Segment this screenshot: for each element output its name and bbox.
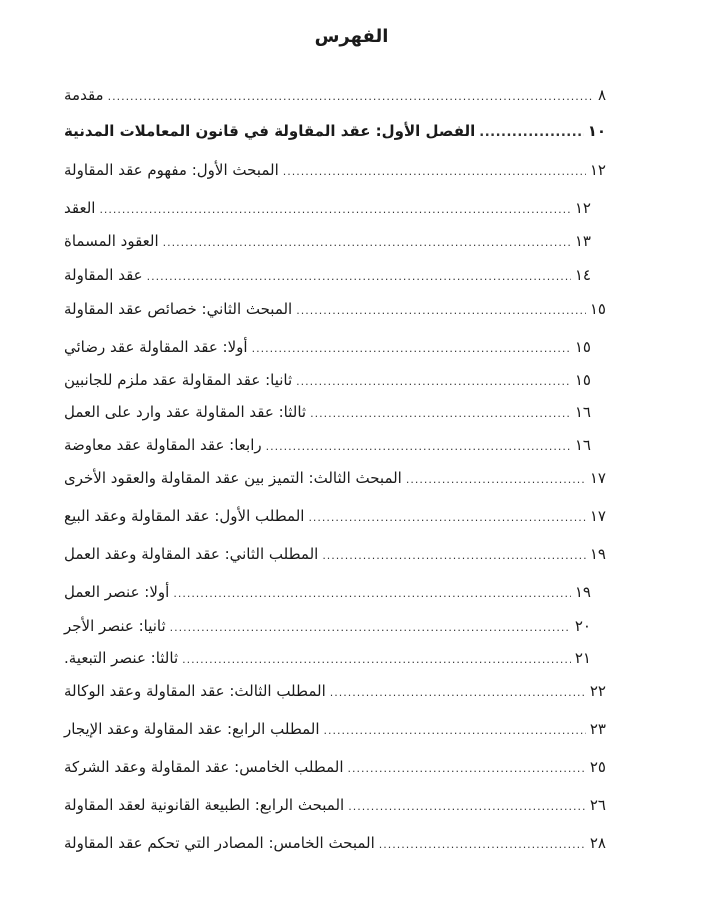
dot-leader	[99, 203, 570, 216]
toc-entry[interactable]	[64, 436, 591, 462]
toc-entry-label: الفصل الأول: عقد المقاولة في قانون المعاملات المدنية	[64, 122, 476, 140]
toc-entry-page: ١٩	[574, 583, 591, 601]
toc-entry-label: مقدمة	[64, 86, 104, 104]
toc-entry-page: ١٦	[574, 403, 591, 421]
dot-leader	[296, 375, 571, 388]
dot-leader	[170, 621, 571, 634]
toc-entry-page: ٢٦	[589, 796, 606, 814]
toc-entry[interactable]	[64, 682, 606, 708]
toc-entry-page: ١٥	[589, 300, 606, 318]
toc-entry[interactable]	[64, 338, 591, 364]
toc-entry-page: ١٤	[574, 266, 591, 284]
toc-entry-page: ٨	[597, 86, 606, 104]
toc-entry-label: عقد المقاولة	[64, 266, 143, 284]
dot-leader	[330, 686, 586, 699]
dot-leader	[108, 90, 594, 103]
dot-leader	[182, 653, 571, 666]
toc-entry-page: ٢٨	[589, 834, 606, 852]
dot-leader	[147, 270, 571, 283]
toc-entry[interactable]	[64, 371, 591, 397]
toc-entry-label: رابعا: عقد المقاولة عقد معاوضة	[64, 436, 262, 454]
toc-entry[interactable]	[64, 649, 591, 675]
toc-entry-page: ١٥	[574, 338, 591, 356]
toc-entry-page: ١٧	[589, 469, 606, 487]
toc-entry-label: ثانيا: عنصر الأجر	[64, 617, 166, 635]
dot-leader	[348, 762, 586, 775]
dot-leader	[266, 440, 571, 453]
dot-leader	[283, 165, 586, 178]
toc-entry-label: أولا: عقد المقاولة عقد رضائي	[64, 338, 248, 356]
toc-entry-label: المبحث الثاني: خصائص عقد المقاولة	[64, 300, 293, 318]
toc-entry-page: ١٧	[589, 507, 606, 525]
dot-leader	[324, 724, 586, 737]
toc-entry-page: ١٣	[574, 232, 591, 250]
dot-leader	[379, 838, 586, 851]
toc-entry-page: ١٦	[574, 436, 591, 454]
toc-entry-page: ٢١	[574, 649, 591, 667]
toc-entry[interactable]	[64, 796, 606, 822]
dot-leader	[406, 473, 586, 486]
toc-entry-page: ١٢	[589, 161, 606, 179]
dot-leader	[173, 587, 571, 600]
toc-entry-label: المبحث الرابع: الطبيعة القانونية لعقد المقاولة	[64, 796, 345, 814]
toc-entry-page: ١٢	[574, 199, 591, 217]
toc-entry-label: المطلب الأول: عقد المقاولة وعقد البيع	[64, 507, 305, 525]
toc-entry[interactable]	[64, 161, 606, 187]
toc-entry-label: ثالثا: عقد المقاولة عقد وارد على العمل	[64, 403, 307, 421]
toc-entry-label: المطلب الثاني: عقد المقاولة وعقد العمل	[64, 545, 319, 563]
toc-entry-page: ١٠	[587, 122, 606, 140]
dot-leader	[252, 342, 571, 355]
toc-entry-label: المطلب الرابع: عقد المقاولة وعقد الإيجار	[64, 720, 320, 738]
toc-entry-page: ١٩	[589, 545, 606, 563]
toc-entry[interactable]	[64, 617, 591, 643]
toc-entry-page: ٢٣	[589, 720, 606, 738]
toc-entry[interactable]	[64, 834, 606, 860]
toc-entry[interactable]	[64, 583, 591, 609]
dot-leader	[322, 549, 586, 562]
toc-entry-page: ٢٠	[574, 617, 591, 635]
toc-entry-label: ثالثا: عنصر التبعية.	[64, 649, 179, 667]
toc-entry-label: أولا: عنصر العمل	[64, 583, 170, 601]
toc-entry[interactable]	[64, 720, 606, 746]
dot-leader	[479, 125, 583, 140]
toc-entry-label: ثانيا: عقد المقاولة عقد ملزم للجانبين	[64, 371, 293, 389]
toc-entry[interactable]	[64, 266, 591, 292]
toc-entry[interactable]	[64, 232, 591, 258]
toc-entry[interactable]	[64, 507, 606, 533]
toc-entry[interactable]	[64, 545, 606, 571]
toc-entry-label: المبحث الثالث: التميز بين عقد المقاولة والعقود الأخرى	[64, 469, 402, 487]
dot-leader	[308, 511, 585, 524]
toc-entry[interactable]	[64, 758, 606, 784]
toc-entry-label: العقود المسماة	[64, 232, 159, 250]
toc-entry-label: المطلب الخامس: عقد المقاولة وعقد الشركة	[64, 758, 344, 776]
toc-entry[interactable]	[64, 403, 591, 429]
dot-leader	[348, 800, 586, 813]
page-title: الفهرس	[314, 26, 389, 47]
toc-entry-label: المبحث الخامس: المصادر التي تحكم عقد المقاولة	[64, 834, 375, 852]
toc-entry-page: ١٥	[574, 371, 591, 389]
toc-entry-chapter[interactable]	[64, 122, 606, 148]
toc-entry[interactable]	[64, 469, 606, 495]
toc-entry-label: العقد	[64, 199, 96, 217]
toc-entry-page: ٢٢	[589, 682, 606, 700]
toc-entry-label: المطلب الثالث: عقد المقاولة وعقد الوكالة	[64, 682, 326, 700]
toc-entry[interactable]	[64, 199, 591, 225]
dot-leader	[296, 304, 586, 317]
toc-entry[interactable]	[64, 300, 606, 326]
toc-entry-label: المبحث الأول: مفهوم عقد المقاولة	[64, 161, 279, 179]
dot-leader	[163, 236, 571, 249]
toc-entry[interactable]	[64, 86, 606, 112]
dot-leader	[310, 407, 571, 420]
toc-entry-page: ٢٥	[589, 758, 606, 776]
